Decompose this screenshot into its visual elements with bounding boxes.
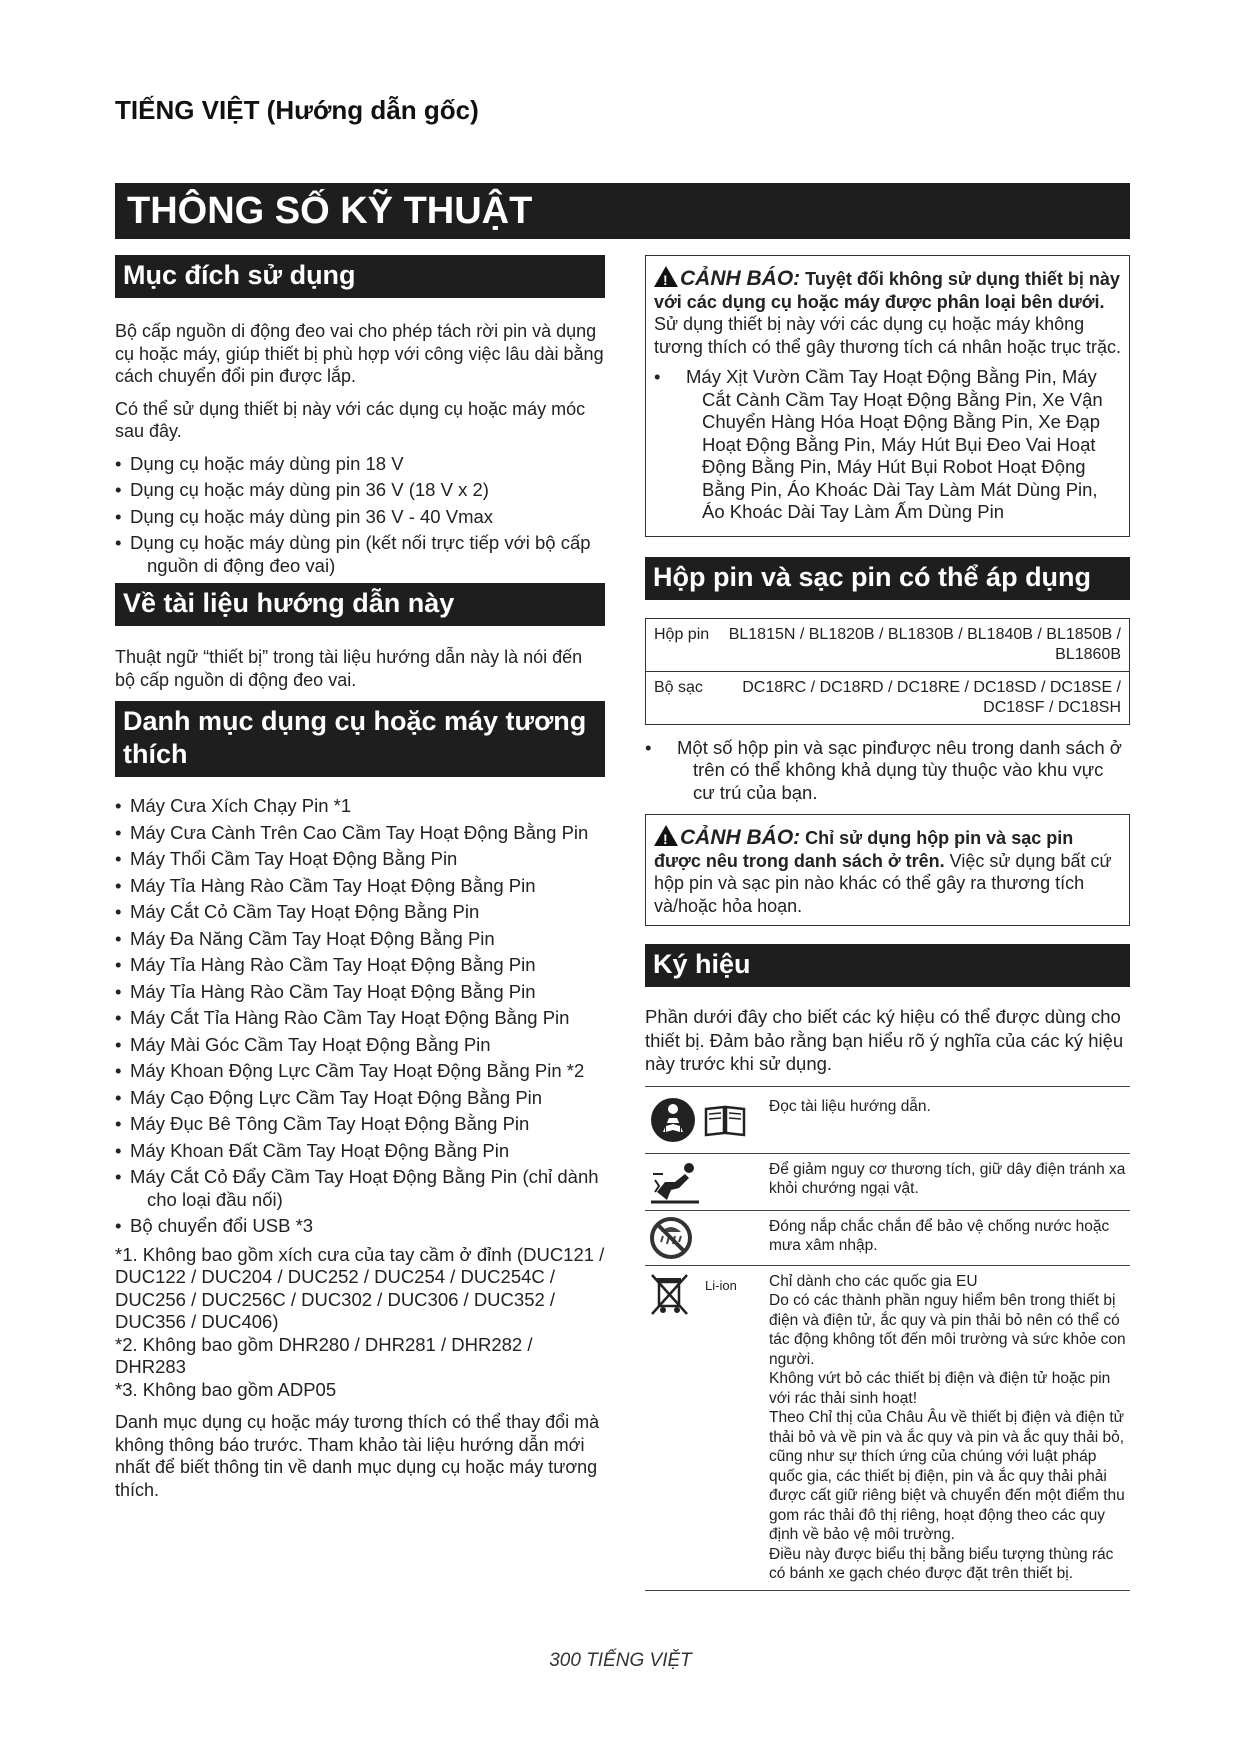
main-title: THÔNG SỐ KỸ THUẬT — [115, 183, 1130, 239]
symbol-text: Đóng nắp chắc chắn để bảo vệ chống nước hoặc mưa xâm nhập. — [769, 1217, 1110, 1254]
list-item: • Máy Khoan Động Lực Cầm Tay Hoạt Động Bằng Pin *2 — [115, 1060, 605, 1083]
table-cell-value: BL1815N / BL1820B / BL1830B / BL1840B / BL1850B / BL1860B — [720, 618, 1130, 671]
list-item: • Bộ chuyển đổi USB *3 — [115, 1215, 605, 1238]
symbol-text: Chỉ dành cho các quốc gia EU Do có các thành phần nguy hiểm bên trong thiết bị điện và điện tử, ắc quy và pin thải bỏ nên có thể có tác động không tốt đến môi trường và sức khỏe con người. Không vứt bỏ các thiết bị điện và điện tử hoặc pin với rác thải sinh hoạt! Theo Chỉ thị của Châu Âu về thiết bị điện và điện tử thải bỏ và về pin và ắc quy và pin và ắc quy thải bỏ, cũng như sự thích ứng của chúng với luật pháp quốc gia, các thiết bị điện, pin và ắc quy thải phải được cất giữ riêng biệt và chuyển đến một điểm thu gom rác thải đô thị riêng, hoạt động theo các quy định về bảo vệ môi trường. Điều này được biểu thị bằng biểu tượng thùng rác có bánh xe gạch chéo được đặt trên thiết bị. — [769, 1272, 1126, 1582]
list-item: • Dụng cụ hoặc máy dùng pin 18 V — [115, 453, 605, 476]
warning-text: Sử dụng thiết bị này với các dụng cụ hoặc máy không tương thích có thể gây thương tích cá nhân hoặc trục trặc. — [654, 314, 1121, 357]
about-manual-p1: Thuật ngữ “thiết bị” trong tài liệu hướng dẫn này là nói đến bộ cấp nguồn di động đeo vai. — [115, 647, 583, 690]
compat-heading: Danh mục dụng cụ hoặc máy tương thích — [115, 701, 605, 777]
footnote-1: *1. Không bao gồm xích cưa của tay cầm ở đỉnh (DUC121 / DUC122 / DUC204 / DUC252 / DUC254 / DUC254C / DUC256 / DUC256C / DUC302 / DUC306 / DUC352 / DUC356 / DUC406) — [115, 1243, 605, 1332]
warning-tag: CẢNH BÁO: — [680, 826, 801, 849]
table-cell-value: DC18RC / DC18RD / DC18RE / DC18SD / DC18SE / DC18SF / DC18SH — [720, 671, 1130, 724]
trip-hazard-icon — [645, 1160, 769, 1204]
symbols-intro: Phần dưới đây cho biết các ký hiệu có thể được dùng cho thiết bị. Đảm bảo rằng bạn hiểu rõ ý nghĩa của các ký hiệu này trước khi sử dụng. — [645, 1006, 1124, 1074]
table-row — [646, 671, 1130, 724]
warning-triangle-icon — [654, 266, 678, 287]
table-row — [645, 1266, 1130, 1591]
warning-box-2 — [645, 814, 1130, 926]
no-rain-icon — [645, 1217, 769, 1259]
weee-bin-icon — [645, 1272, 769, 1584]
symbol-text: Đọc tài liệu hướng dẫn. — [769, 1097, 931, 1115]
left-column — [115, 255, 605, 1511]
table-cell-label: Bộ sạc — [646, 671, 721, 724]
battery-table — [645, 618, 1130, 725]
warning-bold-text: Tuyệt đối không sử dụng thiết bị này với các dụng cụ hoặc máy được phân loại bên dưới. — [654, 269, 1120, 312]
list-item: • Máy Tỉa Hàng Rào Cầm Tay Hoạt Động Bằng Pin — [115, 875, 605, 898]
warning-text: Việc sử dụng bất cứ hộp pin và sạc pin nào khác có thể gây ra thương tích và/hoặc hỏa hoạn. — [654, 850, 1112, 916]
battery-heading: Hộp pin và sạc pin có thể áp dụng — [645, 557, 1130, 600]
battery-note-list — [645, 737, 1130, 805]
list-item: • Một số hộp pin và sạc pinđược nêu trong danh sách ở trên có thể không khả dụng tùy thuộc vào khu vực cư trú của bạn. — [645, 737, 1130, 805]
about-manual-heading: Về tài liệu hướng dẫn này — [115, 583, 605, 626]
table-row — [645, 1154, 1130, 1211]
list-item: • Máy Cắt Cỏ Đẩy Cầm Tay Hoạt Động Bằng Pin (chỉ dành cho loại đầu nối) — [115, 1166, 605, 1211]
footnote-2: *2. Không bao gồm DHR280 / DHR281 / DHR282 / DHR283 — [115, 1333, 533, 1377]
compat-list — [115, 795, 605, 1238]
compat-note: Danh mục dụng cụ hoặc máy tương thích có thể thay đổi mà không thông báo trước. Tham khảo tài liệu hướng dẫn mới nhất để biết thông tin về danh mục dụng cụ hoặc máy tương thích. — [115, 1412, 600, 1500]
list-item: • Máy Cưa Cành Trên Cao Cầm Tay Hoạt Động Bằng Pin — [115, 822, 605, 845]
li-ion-label: Li-ion — [705, 1277, 737, 1293]
list-item: • Máy Cạo Động Lực Cầm Tay Hoạt Động Bằng Pin — [115, 1087, 605, 1110]
intended-use-list — [115, 453, 605, 578]
list-item: • Máy Xịt Vườn Cầm Tay Hoạt Động Bằng Pin, Máy Cắt Cành Cầm Tay Hoạt Động Bằng Pin, Xe Vận Chuyển Hàng Hóa Hoạt Động Bằng Pin, Xe Đạp Hoạt Động Bằng Pin, Máy Hút Bụi Đeo Vai Hoạt Động Bằng Pin, Máy Hút Bụi Robot Hoạt Động Bằng Pin, Áo Khoác Dài Tay Làm Mát Dùng Pin, Áo Khoác Dài Tay Làm Ấm Dùng Pin — [654, 366, 1121, 524]
symbols-table — [645, 1086, 1130, 1591]
table-row — [645, 1211, 1130, 1266]
list-item: • Máy Cưa Xích Chạy Pin *1 — [115, 795, 605, 818]
list-item: • Máy Cắt Cỏ Cầm Tay Hoạt Động Bằng Pin — [115, 901, 605, 924]
warning-bold-text: Chỉ sử dụng hộp pin và sạc pin được nêu trong danh sách ở trên. — [654, 828, 1074, 871]
list-item: • Máy Cắt Tỉa Hàng Rào Cầm Tay Hoạt Động Bằng Pin — [115, 1007, 605, 1030]
intended-use-heading: Mục đích sử dụng — [115, 255, 605, 298]
list-item: • Dụng cụ hoặc máy dùng pin 36 V (18 V x 2) — [115, 479, 605, 502]
page-number: 300 TIẾNG VIỆT — [549, 1650, 692, 1671]
list-item: • Dụng cụ hoặc máy dùng pin 36 V - 40 Vmax — [115, 506, 605, 529]
intended-use-p1: Bộ cấp nguồn di động đeo vai cho phép tách rời pin và dụng cụ hoặc máy, giúp thiết bị phù hợp với công việc lâu dài bằng cách chuyển đổi pin được lắp. — [115, 321, 604, 386]
list-item: • Máy Đa Năng Cầm Tay Hoạt Động Bằng Pin — [115, 928, 605, 951]
list-item: • Máy Đục Bê Tông Cầm Tay Hoạt Động Bằng Pin — [115, 1113, 605, 1136]
warning-tag: CẢNH BÁO: — [680, 267, 801, 290]
warning-triangle-icon — [654, 825, 678, 846]
language-title: TIẾNG VIỆT (Hướng dẫn gốc) — [115, 95, 479, 125]
symbols-heading: Ký hiệu — [645, 944, 1130, 987]
warning-list — [654, 366, 1121, 524]
table-cell-label: Hộp pin — [646, 618, 721, 671]
table-row — [645, 1087, 1130, 1154]
list-item: • Dụng cụ hoặc máy dùng pin (kết nối trực tiếp với bộ cấp nguồn di động đeo vai) — [115, 532, 605, 577]
table-row — [646, 618, 1130, 671]
symbol-text: Để giảm nguy cơ thương tích, giữ dây điện tránh xa khỏi chướng ngại vật. — [769, 1160, 1126, 1197]
list-item: • Máy Mài Góc Cầm Tay Hoạt Động Bằng Pin — [115, 1034, 605, 1057]
list-item: • Máy Thổi Cầm Tay Hoạt Động Bằng Pin — [115, 848, 605, 871]
right-column — [645, 255, 1130, 1591]
intended-use-p2: Có thể sử dụng thiết bị này với các dụng cụ hoặc máy móc sau đây. — [115, 398, 586, 441]
list-item: • Máy Tỉa Hàng Rào Cầm Tay Hoạt Động Bằng Pin — [115, 954, 605, 977]
list-item: • Máy Tỉa Hàng Rào Cầm Tay Hoạt Động Bằng Pin — [115, 981, 605, 1004]
read-manual-icon — [645, 1093, 769, 1147]
list-item: • Máy Khoan Đất Cầm Tay Hoạt Động Bằng Pin — [115, 1140, 605, 1163]
warning-box-1 — [645, 255, 1130, 537]
footnote-3: *3. Không bao gồm ADP05 — [115, 1378, 337, 1400]
